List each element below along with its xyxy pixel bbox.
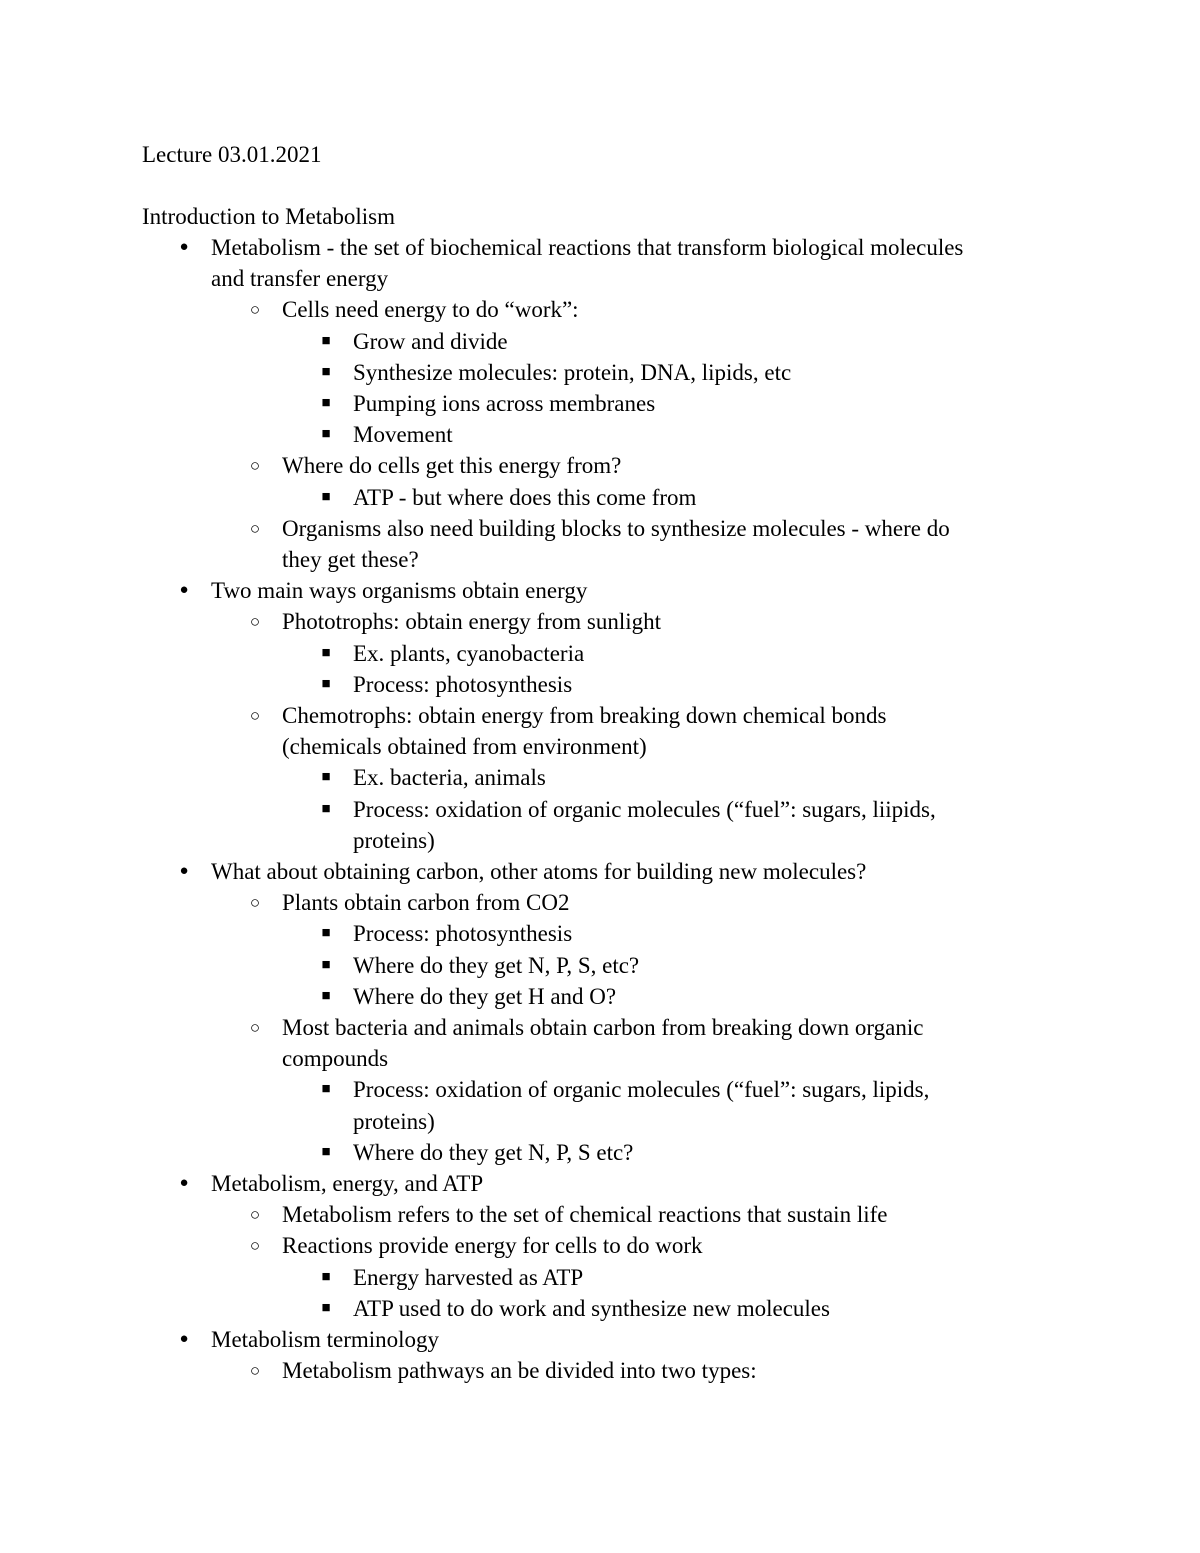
bullet-level-2-icon: ○ — [249, 706, 261, 725]
bullet-level-1-icon: ● — [179, 1331, 189, 1347]
list-item: Chemotrophs: obtain energy from breaking down chemical bonds — [282, 703, 887, 728]
list-item: Metabolism pathways an be divided into two types: — [282, 1358, 757, 1384]
list-item: Cells need energy to do “work”: — [282, 297, 579, 323]
bullet-level-3-icon: ■ — [321, 1268, 331, 1285]
list-item: Where do they get N, P, S etc? — [353, 1139, 634, 1165]
bullet-level-2-icon: ○ — [249, 300, 261, 320]
bullet-level-1-icon: ● — [179, 582, 189, 599]
list-item: Process: photosynthesis — [353, 921, 573, 947]
list-item-continuation: proteins) — [353, 827, 435, 853]
list-item: Grow and divide — [353, 328, 508, 354]
list-item-continuation: they get these? — [282, 547, 419, 572]
bullet-level-3-icon: ■ — [321, 956, 331, 973]
list-item: What about obtaining carbon, other atoms for building new molecules? — [211, 859, 867, 884]
bullet-level-3-icon: ■ — [321, 644, 331, 661]
list-item: Metabolism - the set of biochemical reactions that transform biological molecules — [211, 235, 964, 260]
list-item: Where do they get N, P, S, etc? — [353, 952, 640, 978]
list-item: Synthesize molecules: protein, DNA, lipids, etc — [353, 359, 792, 385]
list-item: Process: photosynthesis — [353, 671, 573, 697]
list-item: Two main ways organisms obtain energy — [211, 578, 588, 604]
bullet-level-3-icon: ■ — [321, 1143, 331, 1160]
bullet-level-3-icon: ■ — [321, 488, 331, 505]
list-item: Organisms also need building blocks to synthesize molecules - where do — [282, 515, 950, 541]
list-item: Metabolism refers to the set of chemical reactions that sustain life — [282, 1202, 888, 1228]
list-item: Process: oxidation of organic molecules (“fuel”: sugars, liipids, — [353, 796, 936, 822]
bullet-level-1-icon: ● — [179, 863, 189, 879]
list-item: ATP - but where does this come from — [353, 484, 697, 510]
list-item-continuation: compounds — [282, 1046, 389, 1072]
bullet-level-2-icon: ○ — [249, 1236, 261, 1256]
list-item: Movement — [353, 422, 453, 448]
list-item: Plants obtain carbon from CO2 — [282, 890, 570, 916]
bullet-level-2-icon: ○ — [249, 456, 261, 476]
list-item: Phototrophs: obtain energy from sunlight — [282, 609, 662, 635]
bullet-level-2-icon: ○ — [249, 1205, 261, 1225]
list-item: Most bacteria and animals obtain carbon from breaking down organic — [282, 1015, 924, 1040]
bullet-level-2-icon: ○ — [249, 893, 261, 913]
list-item: Ex. bacteria, animals — [353, 765, 546, 791]
bullet-level-1-icon: ● — [179, 239, 189, 255]
bullet-level-2-icon: ○ — [249, 612, 261, 632]
bullet-level-2-icon: ○ — [249, 518, 261, 538]
list-item: Where do cells get this energy from? — [282, 453, 622, 479]
list-item: Metabolism, energy, and ATP — [211, 1171, 484, 1196]
list-item: Ex. plants, cyanobacteria — [353, 640, 585, 666]
section-heading: Introduction to Metabolism — [142, 204, 395, 229]
bullet-level-2-icon: ○ — [249, 1361, 261, 1381]
document-title: Lecture 03.01.2021 — [142, 142, 322, 167]
list-item-continuation: and transfer energy — [211, 266, 389, 292]
bullet-level-3-icon: ■ — [321, 925, 331, 942]
bullet-level-2-icon: ○ — [249, 1018, 261, 1037]
bullet-level-3-icon: ■ — [321, 675, 331, 692]
list-item: Energy harvested as ATP — [353, 1264, 584, 1290]
list-item: Where do they get H and O? — [353, 983, 617, 1009]
bullet-level-3-icon: ■ — [321, 332, 331, 349]
list-item-continuation: (chemicals obtained from environment) — [282, 734, 647, 760]
list-item: Reactions provide energy for cells to do work — [282, 1233, 703, 1259]
bullet-level-3-icon: ■ — [321, 800, 331, 817]
list-item: Process: oxidation of organic molecules (“fuel”: sugars, lipids, — [353, 1077, 930, 1103]
list-item-continuation: proteins) — [353, 1108, 435, 1134]
bullet-level-3-icon: ■ — [321, 987, 331, 1004]
list-item: Metabolism terminology — [211, 1327, 440, 1352]
list-item: Pumping ions across membranes — [353, 391, 656, 416]
bullet-level-3-icon: ■ — [321, 426, 331, 443]
bullet-level-3-icon: ■ — [321, 395, 331, 411]
bullet-level-1-icon: ● — [179, 1175, 189, 1191]
bullet-level-3-icon: ■ — [321, 769, 331, 786]
bullet-level-3-icon: ■ — [321, 1299, 331, 1316]
bullet-level-3-icon: ■ — [321, 1081, 331, 1098]
list-item: ATP used to do work and synthesize new molecules — [353, 1295, 830, 1321]
bullet-level-3-icon: ■ — [321, 363, 331, 380]
